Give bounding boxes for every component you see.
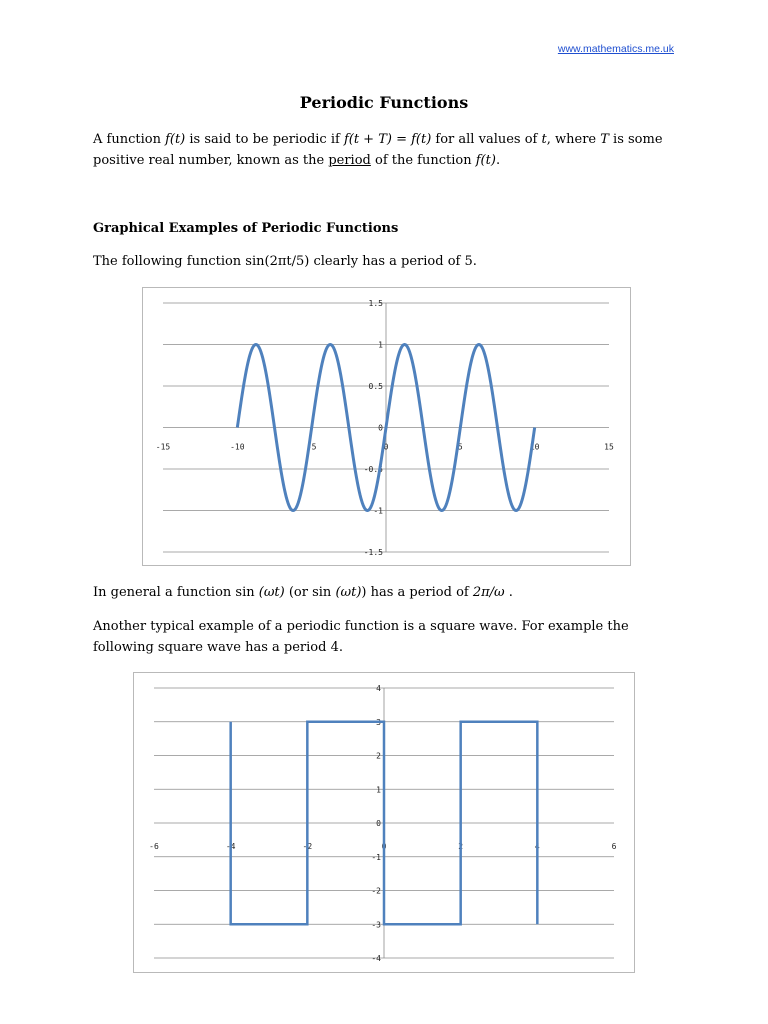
x-tick-label: 0 — [381, 842, 387, 851]
y-tick-label: 1 — [376, 785, 381, 795]
y-tick-label: -1.5 — [363, 548, 383, 557]
y-tick-label: -1 — [371, 852, 381, 862]
sine-chart — [142, 287, 631, 566]
y-tick-label: -4 — [371, 954, 381, 963]
page-title: Periodic Functions — [299, 93, 469, 112]
math-t: t — [541, 132, 547, 147]
general-text-4: . — [504, 585, 513, 600]
math-T: T — [600, 132, 609, 147]
square-chart-svg — [134, 673, 634, 972]
general-text-1: In general a function sin — [93, 585, 259, 600]
sine-description — [93, 251, 673, 272]
sine-text-2: clearly has a period of 5. — [309, 254, 477, 269]
square-wave-paragraph: Another typical example of a periodic function is a square wave. For example the following square wave has a period 4. — [93, 619, 629, 655]
intro-text-6: of the function — [370, 153, 476, 168]
period-term: period — [328, 153, 371, 168]
intro-text-7: . — [495, 153, 501, 168]
y-tick-label: 0 — [376, 819, 381, 828]
intro-text-4: , where — [546, 132, 601, 147]
x-tick-label: -2 — [302, 842, 313, 851]
intro-text-1: A function — [93, 132, 166, 147]
general-text-2: (or sin — [284, 585, 336, 600]
y-tick-label: 0.5 — [368, 382, 383, 391]
y-tick-label: 1 — [378, 340, 383, 350]
intro-text-5: is some positive real number, known as the — [93, 132, 663, 168]
x-tick-label: 5 — [457, 442, 463, 452]
general-period-line — [93, 582, 673, 603]
sine-chart-svg — [143, 288, 630, 565]
x-tick-label: 15 — [604, 442, 614, 452]
y-tick-label: -3 — [371, 920, 381, 930]
x-tick-label: 10 — [529, 442, 540, 452]
y-tick-label: -1 — [373, 506, 383, 516]
x-tick-label: -15 — [155, 442, 171, 452]
x-tick-label: -10 — [230, 442, 245, 452]
sine-text-1: The following function sin — [93, 254, 265, 269]
x-tick-label: -5 — [306, 442, 317, 452]
general-text-3: ) has a period of — [361, 585, 473, 600]
x-tick-label: -6 — [149, 842, 159, 851]
math-omega-t-2: (ωt) — [335, 585, 362, 600]
square-chart — [133, 672, 635, 973]
math-f-t-2: f(t) — [475, 153, 496, 168]
intro-paragraph — [93, 129, 673, 171]
y-tick-label: 0 — [378, 423, 383, 433]
math-f-t: f(t) — [165, 132, 186, 147]
x-tick-label: 0 — [383, 442, 389, 452]
x-tick-label: 6 — [611, 842, 617, 851]
y-tick-label: -2 — [371, 886, 381, 896]
math-periodic-condition: f(t + T) = f(t) — [343, 132, 432, 147]
y-tick-label: 1.5 — [368, 299, 383, 308]
y-tick-label: 4 — [376, 684, 381, 693]
y-tick-label: -0.5 — [363, 465, 383, 474]
y-tick-label: 2 — [376, 751, 381, 761]
x-tick-label: -4 — [225, 842, 236, 851]
x-tick-label: 4 — [534, 842, 540, 851]
math-period-formula: 2π/ω — [472, 585, 505, 600]
section-heading: Graphical Examples of Periodic Functions — [93, 221, 399, 236]
x-tick-label: 2 — [458, 842, 464, 851]
math-omega-t: (ωt) — [258, 585, 285, 600]
intro-text-3: for all values of — [431, 132, 542, 147]
y-tick-label: 3 — [376, 717, 381, 727]
math-sine-arg: (2πt/5) — [264, 254, 310, 269]
site-link[interactable]: www.mathematics.me.uk — [557, 43, 674, 55]
intro-text-2: is said to be periodic if — [185, 132, 344, 147]
